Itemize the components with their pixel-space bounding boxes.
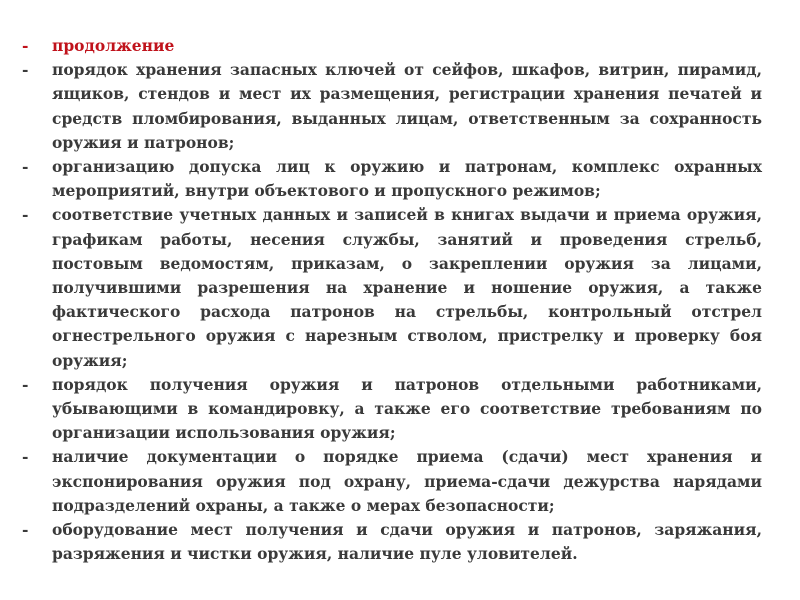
list-item	[22, 445, 762, 518]
bullet-marker: -	[22, 60, 29, 80]
list-item-text: организацию допуска лиц к оружию и патронам, комплекс охранных мероприятий, внутри объектового и пропускного режимов;	[52, 157, 762, 201]
list-item-continuation	[22, 34, 762, 58]
list-item-text: соответствие учетных данных и записей в книгах выдачи и приема оружия, графикам работы, несения службы, занятий и проведения стрельб, постовым ведомостям, приказам, о закреплении оружия за лицами, получившими разрешения на хранение и ношение оружия, а также фактического расхода патронов на стрельбы, контрольный отстрел огнестрельного оружия с нарезным стволом, пристрелку и проверку боя оружия;	[52, 205, 762, 370]
bullet-marker: -	[22, 36, 29, 55]
list-item	[22, 518, 762, 566]
list-item-text: порядок получения оружия и патронов отдельными работниками, убывающими в командировку, а также его соответствие требованиям по организации использования оружия;	[52, 374, 762, 443]
bullet-marker: -	[22, 205, 29, 225]
bullet-marker: -	[22, 157, 29, 177]
list-item	[22, 203, 762, 372]
bullet-marker: -	[22, 447, 29, 467]
list-item-text: наличие документации о порядке приема (сдачи) мест хранения и экспонирования оружия под охрану, приема-сдачи дежурства нарядами подразделений охраны, а также о мерах безопасности;	[52, 447, 762, 515]
list-item-text: порядок хранения запасных ключей от сейфов, шкафов, витрин, пирамид, ящиков, стендов и мест их размещения, регистрации хранения печатей и средств пломбирования, выданных лицам, ответственным за сохранность оружия и патронов;	[52, 60, 762, 152]
bullet-marker: -	[22, 374, 29, 394]
list-item	[22, 155, 762, 203]
bullet-marker: -	[22, 520, 29, 540]
list-item	[22, 58, 762, 155]
list-item-text: продолжение	[52, 36, 175, 55]
list-item-text: оборудование мест получения и сдачи оружия и патронов, заряжания, разряжения и чистки оружия, наличие пуле уловителей.	[52, 520, 762, 564]
list-item	[22, 373, 762, 446]
bullet-list	[22, 34, 762, 566]
